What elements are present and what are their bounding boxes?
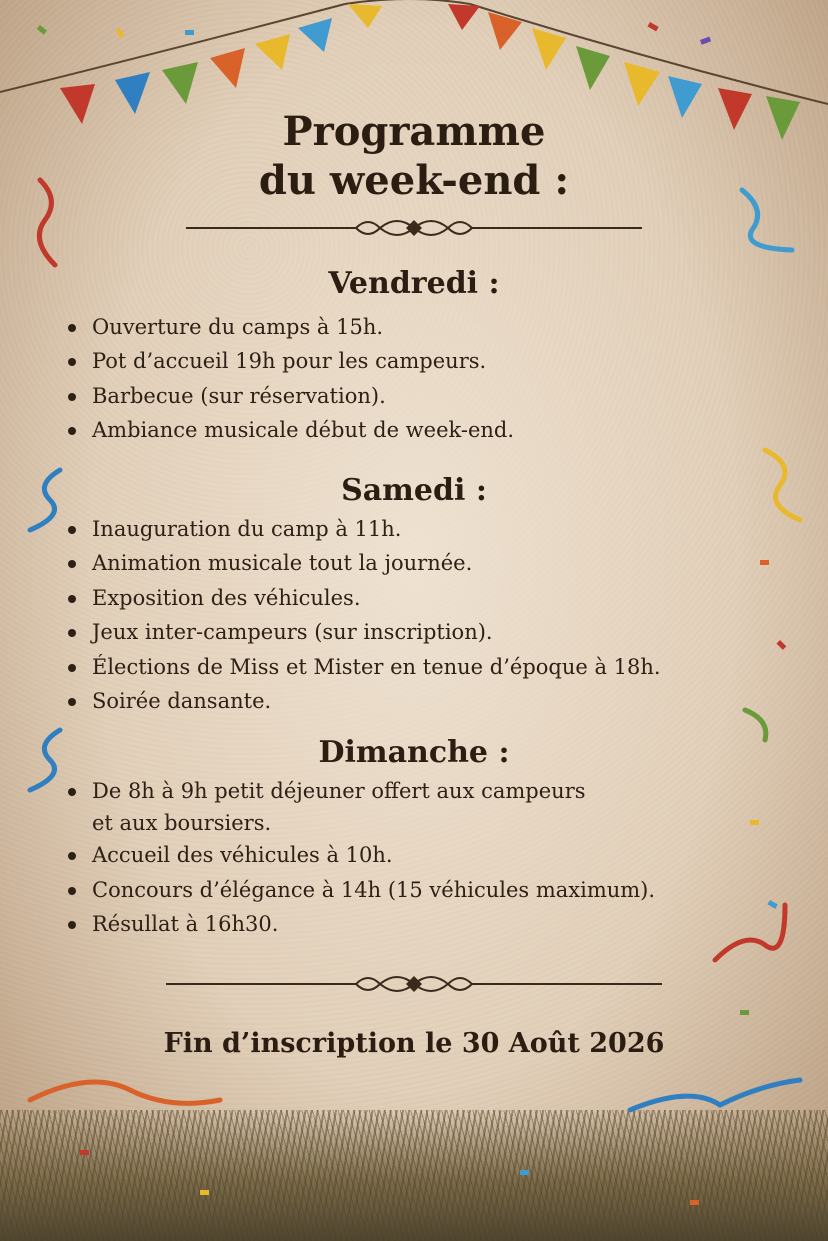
- bullet-icon: [68, 324, 76, 332]
- page-title-line2: du week-end :: [258, 157, 570, 204]
- list-item: Accueil des véhicules à 10h.: [66, 838, 655, 872]
- list-item: Exposition des véhicules.: [66, 581, 661, 615]
- list-item: Résullat à 16h30.: [66, 907, 655, 941]
- ornament-divider-icon: [166, 968, 662, 1002]
- list-item: Barbecue (sur réservation).: [66, 379, 514, 413]
- bullet-icon: [68, 526, 76, 534]
- list-item: Jeux inter-campeurs (sur inscription).: [66, 615, 661, 649]
- ornament-divider-icon: [186, 212, 642, 246]
- list-item: Inauguration du camp à 11h.: [66, 512, 661, 546]
- list-item: De 8h à 9h petit déjeuner offert aux campeurs et aux boursiers.: [66, 774, 655, 838]
- list-item: Concours d’élégance à 14h (15 véhicules maximum).: [66, 873, 655, 907]
- registration-deadline: Fin d’inscription le 30 Août 2026: [163, 1028, 665, 1059]
- bullet-icon: [68, 393, 76, 401]
- bullet-icon: [68, 595, 76, 603]
- bullet-icon: [68, 788, 76, 796]
- bullet-icon: [68, 921, 76, 929]
- list-vendredi: [66, 310, 514, 448]
- bullet-icon: [68, 698, 76, 706]
- list-item: Ambiance musicale début de week-end.: [66, 413, 514, 447]
- section-heading-dimanche: Dimanche :: [318, 735, 510, 770]
- list-item: Soirée dansante.: [66, 684, 661, 718]
- bullet-icon: [68, 560, 76, 568]
- bullet-icon: [68, 427, 76, 435]
- list-dimanche: [66, 774, 655, 942]
- list-item: Pot d’accueil 19h pour les campeurs.: [66, 344, 514, 378]
- page-title-line1: Programme: [282, 108, 546, 155]
- list-samedi: [66, 512, 661, 718]
- bullet-icon: [68, 358, 76, 366]
- bullet-icon: [68, 629, 76, 637]
- list-item: Élections de Miss et Mister en tenue d’époque à 18h.: [66, 650, 661, 684]
- section-heading-samedi: Samedi :: [341, 473, 487, 508]
- bullet-icon: [68, 852, 76, 860]
- list-item: Animation musicale tout la journée.: [66, 546, 661, 580]
- section-heading-vendredi: Vendredi :: [328, 266, 500, 301]
- list-item: Ouverture du camps à 15h.: [66, 310, 514, 344]
- bullet-icon: [68, 664, 76, 672]
- bullet-icon: [68, 887, 76, 895]
